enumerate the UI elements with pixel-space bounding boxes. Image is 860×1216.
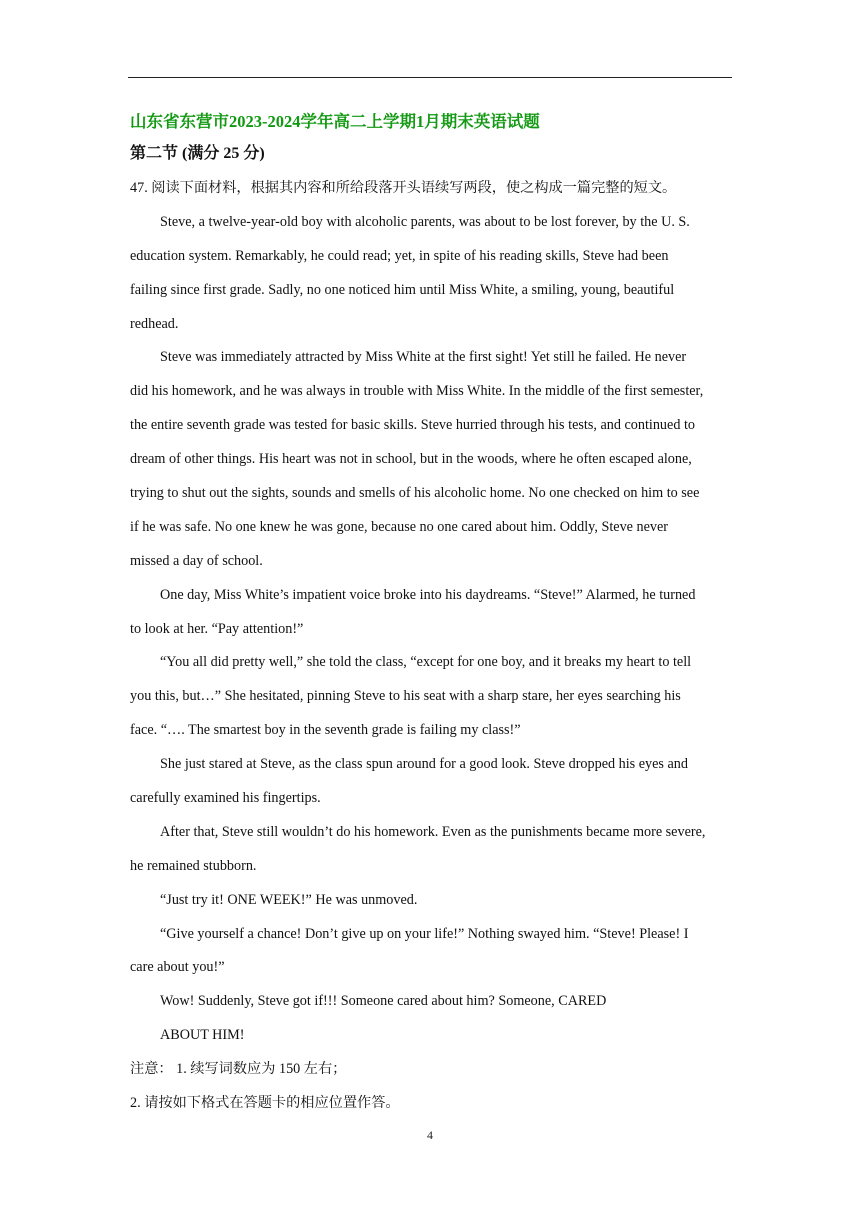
note-line-answer-format: 2. 请按如下格式在答题卡的相应位置作答。: [130, 1095, 400, 1112]
passage-line: care about you!”: [130, 959, 225, 976]
passage-line: you this, but…” She hesitated, pinning Steve to his seat with a sharp stare, her eyes searching his: [130, 688, 681, 705]
passage-line: he remained stubborn.: [130, 857, 257, 874]
document-body: [130, 106, 734, 1121]
section-heading: 第二节 (满分 25 分): [130, 145, 265, 162]
passage-line: Wow! Suddenly, Steve got if!!! Someone cared about him? Someone, CARED: [160, 993, 607, 1010]
passage-line: Steve, a twelve-year-old boy with alcoholic parents, was about to be lost forever, by the U. S.: [160, 213, 690, 230]
passage-line: failing since first grade. Sadly, no one noticed him until Miss White, a smiling, young, beautiful: [130, 281, 675, 298]
passage-line: After that, Steve still wouldn’t do his homework. Even as the punishments became more severe,: [160, 823, 706, 840]
passage-line: education system. Remarkably, he could read; yet, in spite of his reading skills, Steve had been: [130, 247, 669, 264]
passage-line: “You all did pretty well,” she told the class, “except for one boy, and it breaks my heart to tell: [160, 654, 692, 671]
passage-line: She just stared at Steve, as the class spun around for a good look. Steve dropped his eyes and: [160, 756, 688, 773]
passage-line: dream of other things. His heart was not in school, but in the woods, where he often escaped alone,: [130, 451, 692, 468]
passage-line: redhead.: [130, 315, 179, 332]
passage-line: carefully examined his fingertips.: [130, 790, 321, 807]
passage-line: ABOUT HIM!: [160, 1027, 245, 1044]
passage-line: face. “…. The smartest boy in the seventh grade is failing my class!”: [130, 722, 521, 739]
page-number: 4: [427, 1128, 433, 1142]
passage-line: the entire seventh grade was tested for basic skills. Steve hurried through his tests, and continued to: [130, 417, 695, 434]
question-instruction: 47. 阅读下面材料，根据其内容和所给段落开头语续写两段，使之构成一篇完整的短文。: [130, 180, 677, 196]
passage-line: if he was safe. No one knew he was gone, because no one cared about him. Oddly, Steve never: [130, 518, 669, 535]
passage-line: One day, Miss White’s impatient voice broke into his daydreams. “Steve!” Alarmed, he turned: [160, 586, 696, 603]
passage-line: “Give yourself a chance! Don’t give up on your life!” Nothing swayed him. “Steve! Please! I: [160, 925, 689, 942]
passage-line: “Just try it! ONE WEEK!” He was unmoved.: [160, 891, 418, 908]
document-title: 山东省东营市2023-2024学年高二上学期1月期末英语试题: [130, 112, 540, 131]
passage-line: Steve was immediately attracted by Miss White at the first sight! Yet still he failed. He never: [160, 349, 687, 366]
passage-line: trying to shut out the sights, sounds and smells of his alcoholic home. No one checked on him to see: [130, 485, 700, 502]
passage-line: did his homework, and he was always in trouble with Miss White. In the middle of the first semester,: [130, 383, 704, 400]
passage-line: to look at her. “Pay attention!”: [130, 620, 304, 637]
note-line-word-count: 注意： 1. 续写词数应为 150 左右；: [130, 1061, 347, 1078]
header-rule: [128, 77, 732, 78]
passage-line: missed a day of school.: [130, 552, 263, 569]
